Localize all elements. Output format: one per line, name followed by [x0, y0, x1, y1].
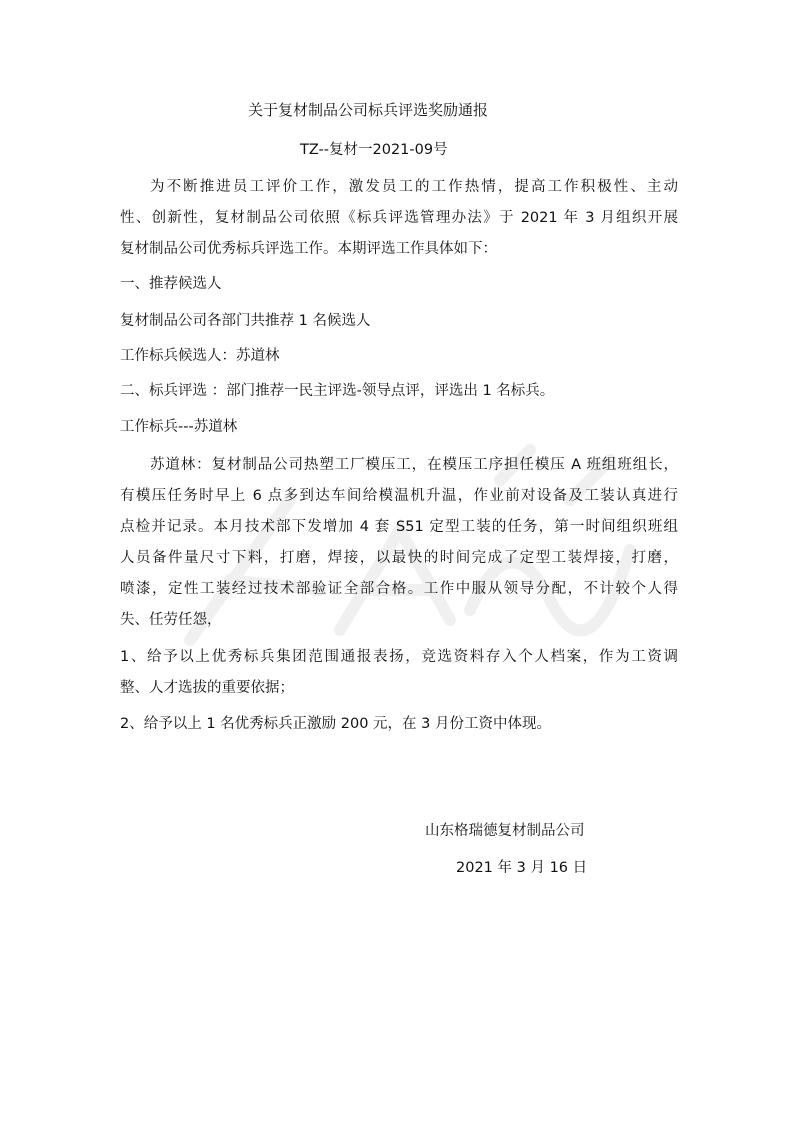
candidate-count-line: 复材制品公司各部门共推荐 1 名候选人: [120, 313, 371, 329]
reward-2-line: 2、给予以上 1 名优秀标兵正激励 200 元，在 3 月份工资中体现。: [120, 716, 552, 732]
reward-1-line: 1、给予以上优秀标兵集团范围通报表扬，竞选资料存入个人档案，作为工资调: [120, 649, 678, 665]
intro-line: 为不断推进员工评价工作，激发员工的工作热情，提高工作积极性、主动: [150, 179, 678, 195]
section1-heading: 一、推荐候选人: [120, 276, 222, 292]
bio-line: 有模压任务时早上 6 点多到达车间给模温机升温，作业前对设备及工装认真进行: [120, 488, 678, 504]
bio-line: 失、任劳任怨，: [120, 612, 222, 628]
document-number: TZ--复材一2021-09号: [300, 142, 448, 158]
section2-heading: 二、标兵评选 ：部门推荐一民主评选-领导点评，评选出 1 名标兵。: [120, 383, 555, 399]
bio-line: 点检并记录。本月技术部下发增加 4 套 S51 定型工装的任务，第一时间组织班组: [120, 519, 678, 535]
intro-line: 性、创新性，复材制品公司依照《标兵评选管理办法》于 2021 年 3 月组织开展: [120, 210, 678, 226]
winner-line: 工作标兵---苏道林: [120, 419, 238, 435]
candidate-name-line: 工作标兵候选人：苏道林: [120, 348, 280, 364]
intro-line: 复材制品公司优秀标兵评选工作。本期评选工作具体如下：: [120, 241, 497, 257]
issuing-company: 山东格瑞德复材制品公司: [425, 823, 585, 839]
reward-1-line: 整、人才选拔的重要依据；: [120, 680, 294, 696]
bio-line: 喷漆，定性工装经过技术部验证全部合格。工作中服从领导分配，不计较个人得: [120, 581, 678, 597]
issue-date: 2021 年 3 月 16 日: [456, 860, 588, 876]
document-title: 关于复材制品公司标兵评选奖励通报: [248, 101, 489, 119]
bio-line: 人员备件量尺寸下料，打磨，焊接，以最快的时间完成了定型工装焊接，打磨，: [120, 550, 678, 566]
bio-line: 苏道林：复材制品公司热塑工厂模压工，在模压工序担任模压 A 班组班组长，: [150, 457, 678, 473]
